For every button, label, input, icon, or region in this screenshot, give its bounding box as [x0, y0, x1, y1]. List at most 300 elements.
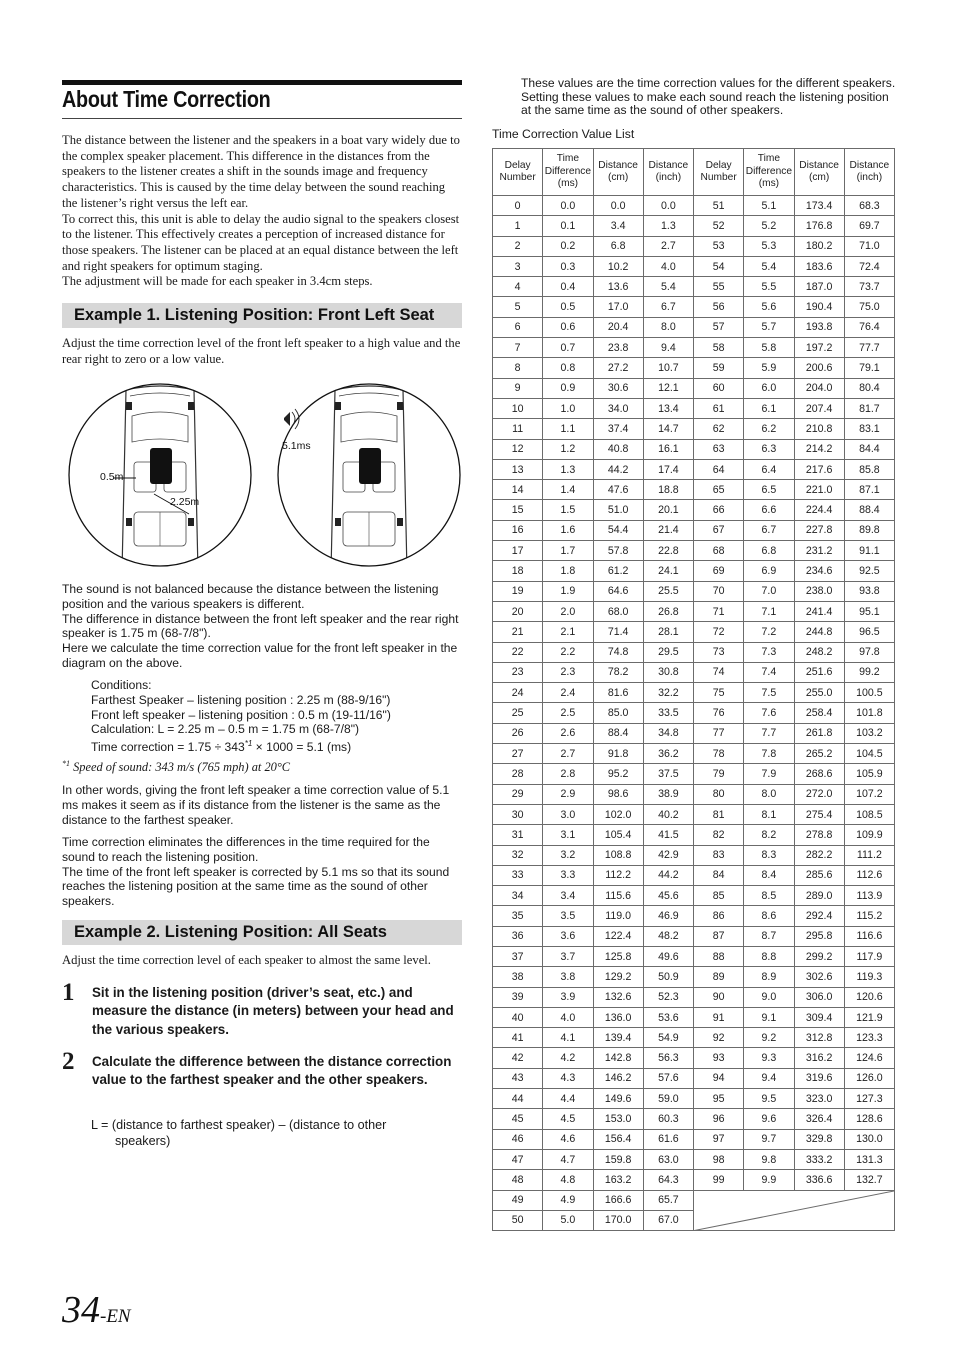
table-cell: 1.1	[543, 419, 593, 439]
table-cell: 204.0	[794, 378, 844, 398]
table-cell: 3.5	[543, 906, 593, 926]
page-number	[62, 1290, 131, 1337]
header-time-difference: Time Difference (ms)	[543, 149, 593, 196]
table-cell: 18	[493, 561, 543, 581]
table-cell: 238.0	[794, 581, 844, 601]
table-cell: 81.6	[593, 683, 643, 703]
condition-4-a: Time correction = 1.75 ÷ 343	[91, 740, 245, 755]
table-cell: 72	[694, 622, 744, 642]
table-cell: 2.6	[543, 723, 593, 743]
table-cell: 333.2	[794, 1149, 844, 1169]
table-cell: 27.2	[593, 358, 643, 378]
table-cell: 15	[493, 500, 543, 520]
table-cell: 25.5	[643, 581, 693, 601]
conditions-label: Conditions:	[91, 678, 152, 692]
table-cell: 295.8	[794, 926, 844, 946]
table-cell: 64	[694, 459, 744, 479]
table-cell: 302.6	[794, 967, 844, 987]
footnote	[62, 759, 462, 775]
example1-text	[62, 336, 462, 367]
table-cell: 336.6	[794, 1170, 844, 1190]
table-cell: 10.2	[593, 256, 643, 276]
table-cell: 7.1	[744, 601, 794, 621]
table-cell: 73	[694, 642, 744, 662]
table-cell: 13	[493, 459, 543, 479]
table-cell: 42	[493, 1048, 543, 1068]
table-cell: 130.0	[844, 1129, 894, 1149]
table-cell: 5.8	[744, 338, 794, 358]
table-cell: 94	[694, 1068, 744, 1088]
table-cell: 64.6	[593, 581, 643, 601]
table-cell: 183.6	[794, 256, 844, 276]
table-cell: 68.0	[593, 601, 643, 621]
table-cell: 112.6	[844, 865, 894, 885]
table-cell: 57	[694, 317, 744, 337]
table-cell: 92	[694, 1028, 744, 1048]
table-cell: 248.2	[794, 642, 844, 662]
header-delay-number: Delay Number	[493, 149, 543, 196]
example1-description: Adjust the time correction level of the front left speaker to a high value and the rear right to zero or a low value.	[62, 336, 461, 366]
listening-position-diagram	[62, 382, 462, 572]
table-row	[493, 338, 895, 358]
table-cell: 95	[694, 1089, 744, 1109]
table-cell: 119.0	[593, 906, 643, 926]
table-cell: 210.8	[794, 419, 844, 439]
table-cell: 19	[493, 581, 543, 601]
condition-4-footnote-mark: *1	[244, 739, 253, 749]
explanation-line-5: Time correction eliminates the differences in the time required for the sound to reach the listening position.	[62, 835, 430, 864]
table-cell: 63	[694, 439, 744, 459]
conditions-block	[91, 678, 461, 755]
table-cell: 119.3	[844, 967, 894, 987]
table-cell: 84	[694, 865, 744, 885]
header-time-difference-2: Time Difference (ms)	[744, 149, 794, 196]
table-cell: 9.4	[744, 1068, 794, 1088]
table-cell: 93.8	[844, 581, 894, 601]
table-cell: 88	[694, 946, 744, 966]
table-row	[493, 1190, 895, 1210]
table-cell: 97.8	[844, 642, 894, 662]
table-cell: 64.3	[643, 1170, 693, 1190]
table-cell: 6.6	[744, 500, 794, 520]
table-cell: 234.6	[794, 561, 844, 581]
explanation-line-6: The time of the front left speaker is corrected by 5.1 ms so that its sound reaches the listening position at the same time as the sound of other speakers.	[62, 864, 450, 909]
table-cell: 2.7	[643, 236, 693, 256]
page-number-suffix: -EN	[100, 1306, 131, 1327]
table-cell: 42.9	[643, 845, 693, 865]
table-cell: 88.4	[593, 723, 643, 743]
table-cell: 187.0	[794, 277, 844, 297]
table-cell: 159.8	[593, 1149, 643, 1169]
table-cell: 16.1	[643, 439, 693, 459]
table-cell: 9.9	[744, 1170, 794, 1190]
table-cell: 244.8	[794, 622, 844, 642]
table-cell: 8.5	[744, 886, 794, 906]
table-cell: 95.1	[844, 601, 894, 621]
table-cell: 47	[493, 1149, 543, 1169]
table-cell: 3.2	[543, 845, 593, 865]
table-cell: 8.8	[744, 946, 794, 966]
table-row	[493, 1028, 895, 1048]
table-cell: 44.2	[593, 459, 643, 479]
table-cell: 88.4	[844, 500, 894, 520]
table-cell: 1.3	[543, 459, 593, 479]
table-cell: 122.4	[593, 926, 643, 946]
table-cell: 221.0	[794, 480, 844, 500]
table-cell: 2.5	[543, 703, 593, 723]
table-cell: 241.4	[794, 601, 844, 621]
table-cell: 99.2	[844, 662, 894, 682]
table-cell: 57.8	[593, 541, 643, 561]
table-cell: 108.5	[844, 804, 894, 824]
table-row	[493, 358, 895, 378]
table-row	[493, 642, 895, 662]
table-cell: 108.8	[593, 845, 643, 865]
table-cell: 85.0	[593, 703, 643, 723]
table-cell: 261.8	[794, 723, 844, 743]
table-cell: 9.8	[744, 1149, 794, 1169]
table-cell: 61.6	[643, 1129, 693, 1149]
table-cell: 33.5	[643, 703, 693, 723]
table-cell: 6.3	[744, 439, 794, 459]
table-cell: 84.4	[844, 439, 894, 459]
intro-text	[62, 133, 462, 290]
diagram-label-delay: 5.1ms	[282, 440, 311, 452]
table-row	[493, 1109, 895, 1129]
table-cell: 93	[694, 1048, 744, 1068]
table-cell: 9.4	[643, 338, 693, 358]
table-cell: 38	[493, 967, 543, 987]
table-cell: 75	[694, 683, 744, 703]
table-cell: 265.2	[794, 744, 844, 764]
table-row	[493, 764, 895, 784]
table-cell: 6.8	[744, 541, 794, 561]
table-cell: 98.6	[593, 784, 643, 804]
explanation-line-4: In other words, giving the front left speaker a time correction value of 5.1 ms makes it seem as if its distance from the listener is the same as the distance to the farthest speaker.	[62, 783, 450, 827]
table-row	[493, 967, 895, 987]
table-row	[493, 1007, 895, 1027]
table-row	[493, 825, 895, 845]
table-cell: 5.1	[744, 196, 794, 216]
table-cell: 70	[694, 581, 744, 601]
table-cell: 1.0	[543, 398, 593, 418]
table-cell: 77.7	[844, 338, 894, 358]
table-cell: 127.3	[844, 1089, 894, 1109]
table-row	[493, 277, 895, 297]
table-cell: 0.0	[643, 196, 693, 216]
example1-explanation-2	[62, 783, 462, 827]
table-cell: 20.4	[593, 317, 643, 337]
table-cell: 193.8	[794, 317, 844, 337]
table-cell: 0.3	[543, 256, 593, 276]
table-cell: 43	[493, 1068, 543, 1088]
table-cell: 46	[493, 1129, 543, 1149]
table-cell: 4.3	[543, 1068, 593, 1088]
table-cell: 40.8	[593, 439, 643, 459]
table-cell: 1	[493, 216, 543, 236]
table-cell: 1.8	[543, 561, 593, 581]
table-row	[493, 1089, 895, 1109]
table-cell: 1.6	[543, 520, 593, 540]
table-cell: 111.2	[844, 845, 894, 865]
table-cell: 79.1	[844, 358, 894, 378]
table-row	[493, 541, 895, 561]
table-cell: 91.8	[593, 744, 643, 764]
table-cell: 44.2	[643, 865, 693, 885]
table-cell: 268.6	[794, 764, 844, 784]
table-cell: 37.4	[593, 419, 643, 439]
table-cell: 10.7	[643, 358, 693, 378]
page-title: About Time Correction	[62, 86, 271, 112]
table-row	[493, 703, 895, 723]
table-cell: 34	[493, 886, 543, 906]
table-cell: 117.9	[844, 946, 894, 966]
table-cell: 53	[694, 236, 744, 256]
table-cell: 30.8	[643, 662, 693, 682]
table-cell: 54.4	[593, 520, 643, 540]
table-row	[493, 236, 895, 256]
table-cell: 107.2	[844, 784, 894, 804]
formula-text: L = (distance to farthest speaker) – (distance to other speakers)	[91, 1118, 387, 1148]
table-cell: 105.4	[593, 825, 643, 845]
table-cell: 6.2	[744, 419, 794, 439]
table-cell: 1.4	[543, 480, 593, 500]
table-cell: 40.2	[643, 804, 693, 824]
table-cell: 87	[694, 926, 744, 946]
table-cell: 309.4	[794, 1007, 844, 1027]
table-cell: 146.2	[593, 1068, 643, 1088]
table-cell: 90	[694, 987, 744, 1007]
table-cell: 128.6	[844, 1109, 894, 1129]
table-cell: 6.1	[744, 398, 794, 418]
table-cell: 105.9	[844, 764, 894, 784]
table-cell: 7.2	[744, 622, 794, 642]
table-cell: 8.9	[744, 967, 794, 987]
table-cell: 67	[694, 520, 744, 540]
table-cell: 71.4	[593, 622, 643, 642]
table-cell: 8.7	[744, 926, 794, 946]
table-cell: 170.0	[593, 1210, 643, 1230]
table-cell: 9.2	[744, 1028, 794, 1048]
table-cell: 2.9	[543, 784, 593, 804]
header-delay-number-2: Delay Number	[694, 149, 744, 196]
table-cell: 24	[493, 683, 543, 703]
table-cell: 89	[694, 967, 744, 987]
table-cell: 3.6	[543, 926, 593, 946]
explanation-line-2: The difference in distance between the front left speaker and the rear right speaker is 1.75 m (68-7/8").	[62, 611, 459, 641]
table-cell: 20.1	[643, 500, 693, 520]
table-cell: 71.0	[844, 236, 894, 256]
table-cell: 85	[694, 886, 744, 906]
table-row	[493, 865, 895, 885]
table-cell: 91	[694, 1007, 744, 1027]
table-cell: 7.0	[744, 581, 794, 601]
table-cell: 227.8	[794, 520, 844, 540]
table-cell: 0.4	[543, 277, 593, 297]
table-cell: 1.3	[643, 216, 693, 236]
table-cell: 80.4	[844, 378, 894, 398]
table-cell: 59.0	[643, 1089, 693, 1109]
table-row	[493, 886, 895, 906]
example1-explanation	[62, 582, 462, 671]
table-cell: 49.6	[643, 946, 693, 966]
table-cell: 79	[694, 764, 744, 784]
table-cell: 7.7	[744, 723, 794, 743]
table-cell: 7.4	[744, 662, 794, 682]
table-cell: 28.1	[643, 622, 693, 642]
table-cell: 5.0	[543, 1210, 593, 1230]
table-cell: 45.6	[643, 886, 693, 906]
step-2-number: 2	[62, 1048, 75, 1075]
table-cell: 25	[493, 703, 543, 723]
table-cell: 26	[493, 723, 543, 743]
table-cell: 0.0	[543, 196, 593, 216]
table-cell: 13.4	[643, 398, 693, 418]
table-cell: 2.4	[543, 683, 593, 703]
footnote-text: Speed of sound: 343 m/s (765 mph) at 20°C	[70, 760, 291, 775]
table-row	[493, 662, 895, 682]
step-1-text: Sit in the listening position (driver’s seat, etc.) and measure the distance (in meters) between your head and the various speakers.	[92, 985, 454, 1037]
table-row	[493, 1129, 895, 1149]
table-cell: 6.5	[744, 480, 794, 500]
table-cell: 156.4	[593, 1129, 643, 1149]
table-cell: 113.9	[844, 886, 894, 906]
table-cell: 20	[493, 601, 543, 621]
table-cell: 95.2	[593, 764, 643, 784]
table-cell: 285.6	[794, 865, 844, 885]
table-row	[493, 622, 895, 642]
table-cell: 28	[493, 764, 543, 784]
table-cell: 4.7	[543, 1149, 593, 1169]
condition-2: Front left speaker – listening position : 0.5 m (19-11/16")	[91, 707, 391, 722]
table-cell: 163.2	[593, 1170, 643, 1190]
table-row	[493, 946, 895, 966]
footnote-mark: *1	[62, 759, 70, 768]
table-cell: 6.0	[744, 378, 794, 398]
table-cell: 0.1	[543, 216, 593, 236]
condition-3: Calculation: L = 2.25 m – 0.5 m = 1.75 m (68-7/8")	[91, 722, 360, 737]
table-cell: 77	[694, 723, 744, 743]
boat-seating-diagram	[62, 382, 462, 572]
table-cell: 2.3	[543, 662, 593, 682]
table-cell: 3.0	[543, 804, 593, 824]
header-distance-inch: Distance (inch)	[643, 149, 693, 196]
table-cell: 16	[493, 520, 543, 540]
table-cell: 8.0	[744, 784, 794, 804]
page-number-value: 34	[62, 1289, 100, 1331]
table-cell: 32	[493, 845, 543, 865]
table-cell: 190.4	[794, 297, 844, 317]
table-cell: 65.7	[643, 1190, 693, 1210]
table-cell: 22	[493, 642, 543, 662]
table-cell: 51.0	[593, 500, 643, 520]
table-cell: 125.8	[593, 946, 643, 966]
table-cell: 275.4	[794, 804, 844, 824]
table-cell: 9.5	[744, 1089, 794, 1109]
table-cell: 21	[493, 622, 543, 642]
table-row	[493, 419, 895, 439]
table-cell: 68.3	[844, 196, 894, 216]
table-cell: 0.6	[543, 317, 593, 337]
table-cell: 5.9	[744, 358, 794, 378]
table-cell: 6.7	[643, 297, 693, 317]
table-cell: 86	[694, 906, 744, 926]
table-cell: 98	[694, 1149, 744, 1169]
table-cell: 115.2	[844, 906, 894, 926]
table-intro	[521, 77, 901, 118]
table-cell: 7.3	[744, 642, 794, 662]
table-cell: 1.7	[543, 541, 593, 561]
table-cell: 14	[493, 480, 543, 500]
table-cell: 121.9	[844, 1007, 894, 1027]
table-cell: 100.5	[844, 683, 894, 703]
table-cell: 180.2	[794, 236, 844, 256]
table-row	[493, 926, 895, 946]
table-cell: 45	[493, 1109, 543, 1129]
example2-description: Adjust the time correction level of each speaker to almost the same level.	[62, 953, 431, 967]
table-cell: 1.9	[543, 581, 593, 601]
table-cell: 329.8	[794, 1129, 844, 1149]
table-cell: 18.8	[643, 480, 693, 500]
table-cell: 282.2	[794, 845, 844, 865]
table-cell: 17	[493, 541, 543, 561]
table-cell: 41	[493, 1028, 543, 1048]
table-row	[493, 744, 895, 764]
table-cell: 69	[694, 561, 744, 581]
table-header-row	[493, 149, 895, 196]
table-cell: 3.3	[543, 865, 593, 885]
time-correction-table	[492, 148, 895, 1231]
table-cell: 123.3	[844, 1028, 894, 1048]
table-cell: 2.0	[543, 601, 593, 621]
table-cell: 61	[694, 398, 744, 418]
step-1-number: 1	[62, 979, 75, 1006]
step-2-text: Calculate the difference between the distance correction value to the farthest speaker and the other speakers.	[92, 1054, 452, 1088]
table-cell: 8.1	[744, 804, 794, 824]
table-cell: 5.4	[744, 256, 794, 276]
table-cell: 26.8	[643, 601, 693, 621]
table-cell: 41.5	[643, 825, 693, 845]
table-cell: 4	[493, 277, 543, 297]
table-cell: 67.0	[643, 1210, 693, 1230]
table-cell: 0.0	[593, 196, 643, 216]
table-cell: 142.8	[593, 1048, 643, 1068]
table-cell: 3.9	[543, 987, 593, 1007]
table-cell: 292.4	[794, 906, 844, 926]
table-cell: 68	[694, 541, 744, 561]
condition-4-b: × 1000 = 5.1 (ms)	[252, 740, 352, 755]
table-cell: 255.0	[794, 683, 844, 703]
table-cell: 200.6	[794, 358, 844, 378]
diagram-label-near: 0.5m	[100, 471, 124, 483]
table-cell: 8.2	[744, 825, 794, 845]
table-row	[493, 804, 895, 824]
table-cell: 139.4	[593, 1028, 643, 1048]
table-cell: 97	[694, 1129, 744, 1149]
diagram-right-view	[262, 382, 462, 572]
table-cell: 0	[493, 196, 543, 216]
table-cell: 323.0	[794, 1089, 844, 1109]
table-cell: 9.1	[744, 1007, 794, 1027]
table-cell: 103.2	[844, 723, 894, 743]
table-cell: 27	[493, 744, 543, 764]
table-cell: 0.5	[543, 297, 593, 317]
table-row	[493, 906, 895, 926]
table-cell: 5	[493, 297, 543, 317]
table-cell: 272.0	[794, 784, 844, 804]
table-cell: 4.5	[543, 1109, 593, 1129]
table-cell: 224.4	[794, 500, 844, 520]
